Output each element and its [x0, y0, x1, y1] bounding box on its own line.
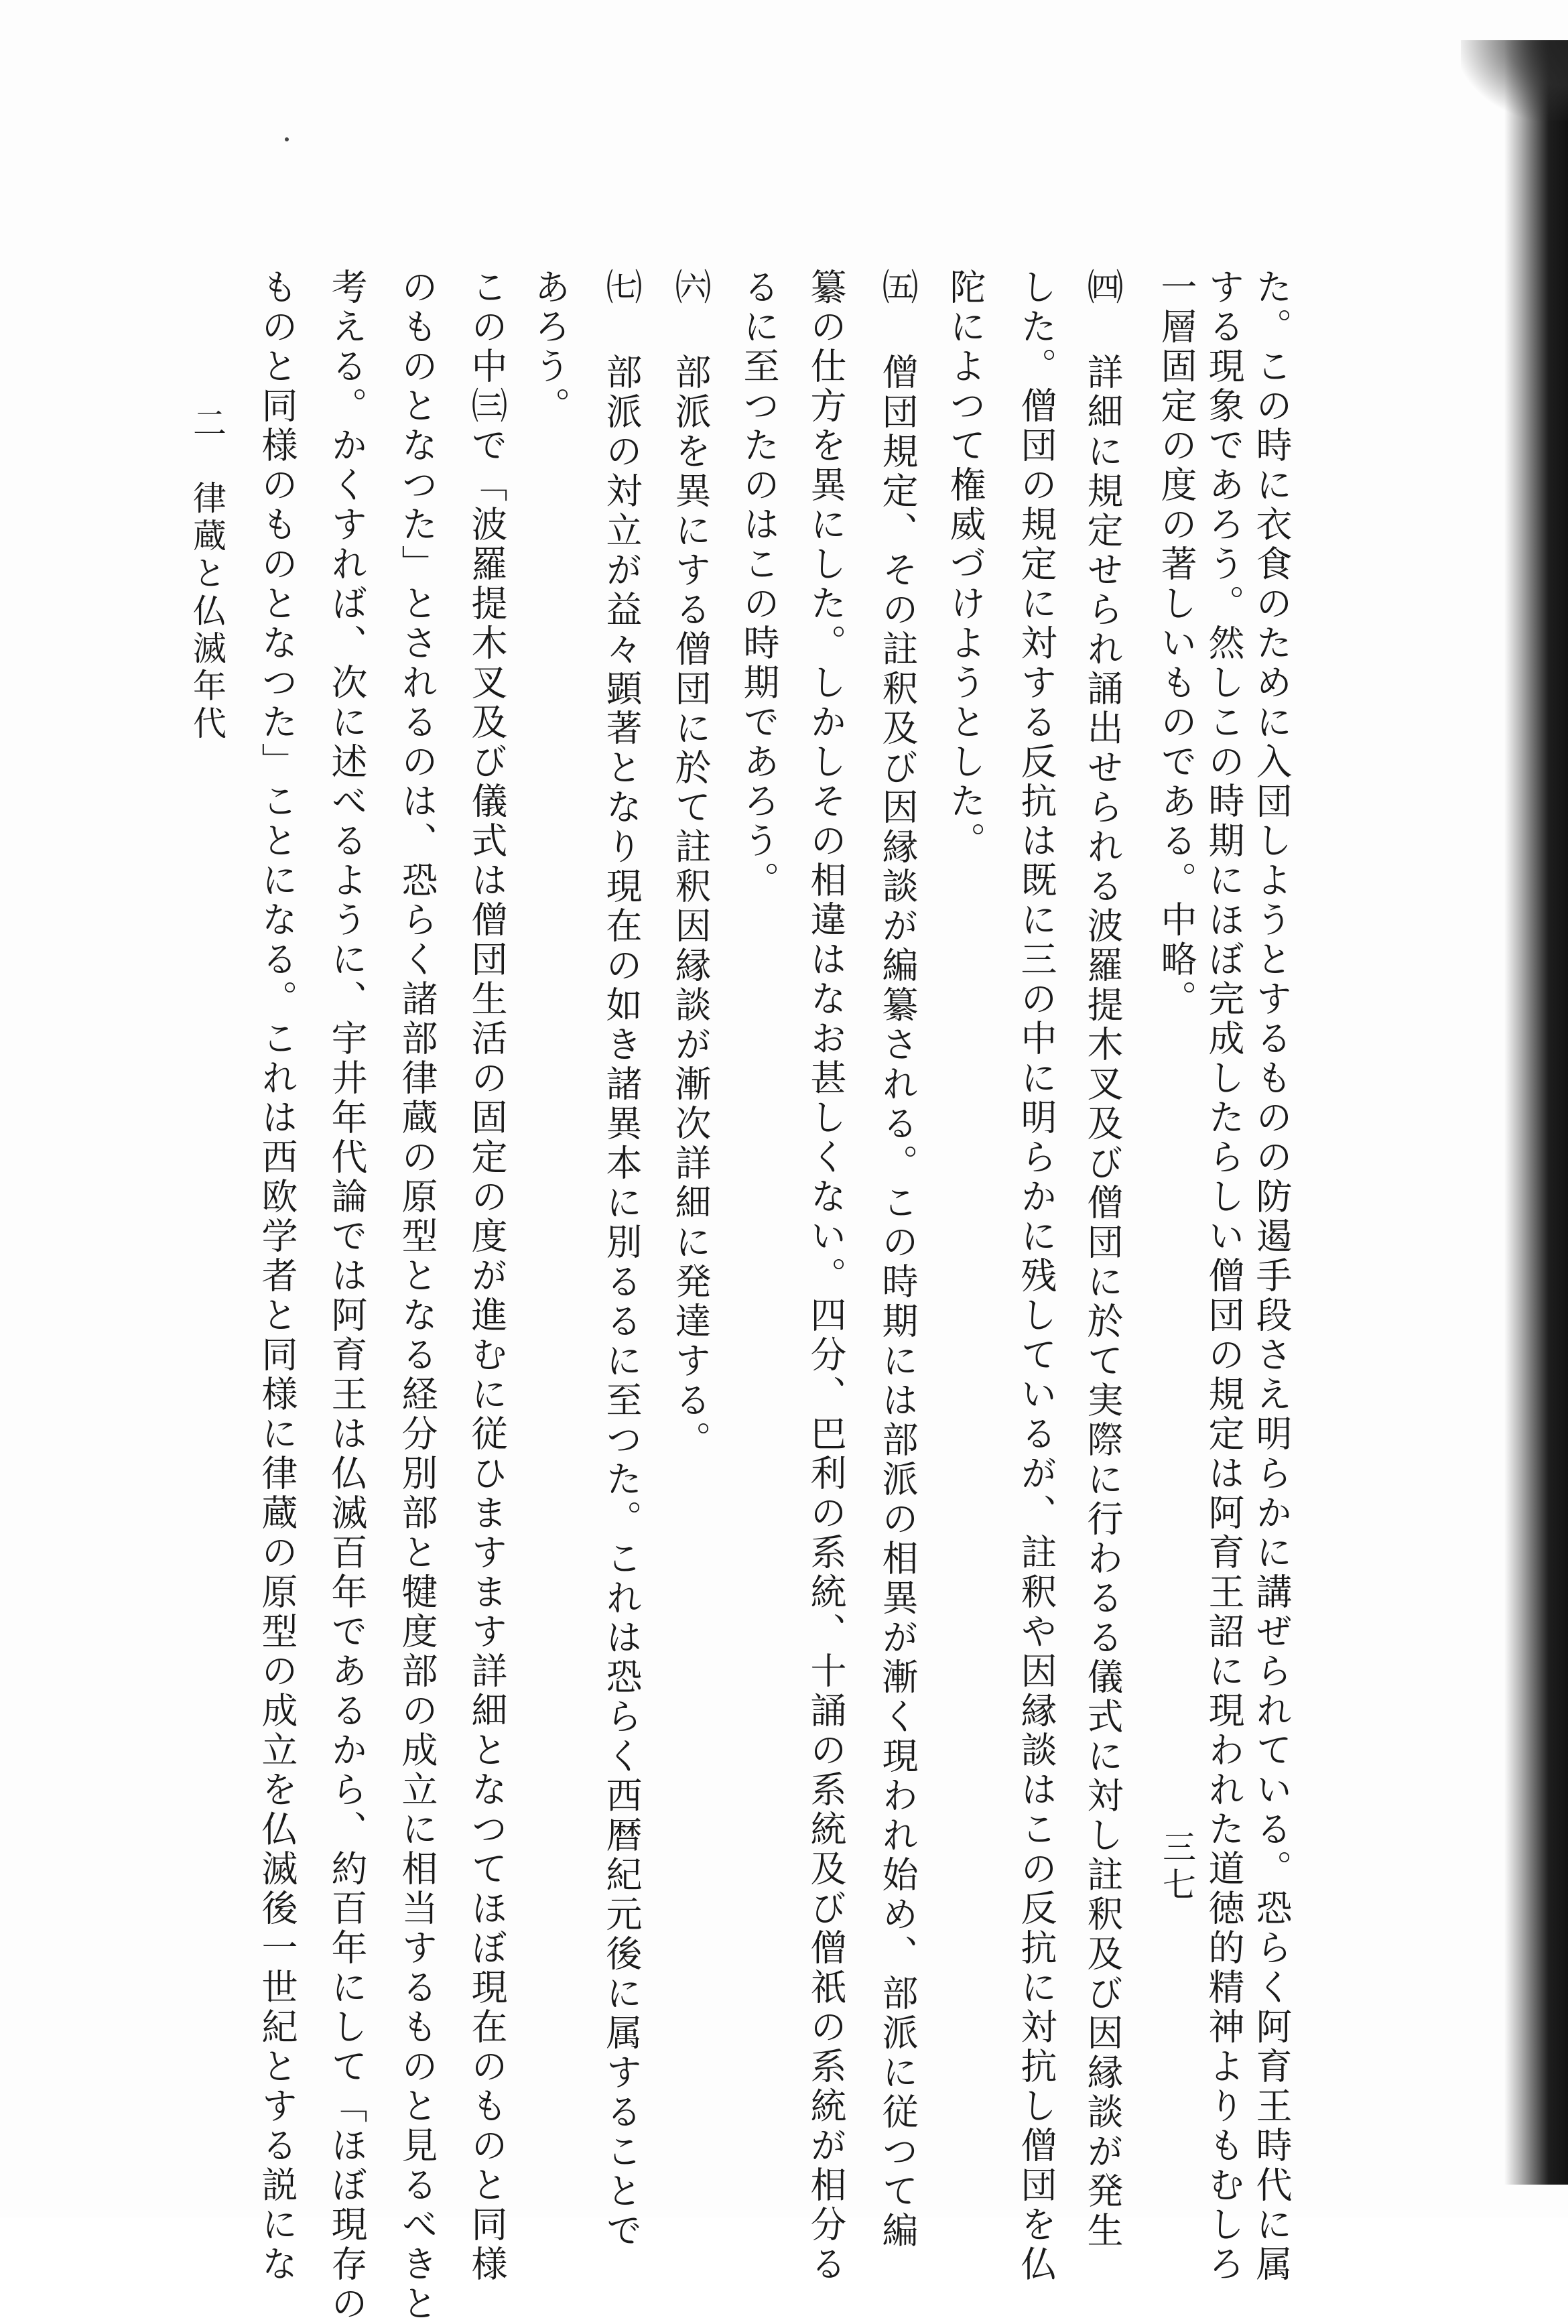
text-column: ㈣ 詳細に規定せられ誦出せられる波羅提木叉及び僧団に於て実際に行わるる儀式に対し註釈及び因縁談が発生 — [1082, 268, 1124, 2251]
text-column: のものとなつた」とされるのは、恐らく諸部律蔵の原型となる経分別部と犍度部の成立に相当するものと見るべきと — [396, 268, 438, 2324]
running-head: 二 律蔵と仏滅年代 — [188, 405, 226, 743]
scan-edge-shadow — [1504, 40, 1568, 2185]
text-column: した。僧団の規定に対する反抗は既に三の中に明らかに残しているが、註釈や因縁談はこの反抗に対抗し僧団を仏 — [1015, 268, 1057, 2284]
scan-speck — [285, 137, 289, 141]
text-column: 陀によつて権威づけようとした。 — [944, 268, 986, 861]
text-column: あろう。 — [529, 268, 571, 426]
text-column: るに至つたのはこの時期であろう。 — [738, 268, 780, 901]
text-column: 纂の仕方を異にした。しかしその相違はなお甚しくない。四分、巴利の系統、十誦の系統及び僧祇の系統が相分る — [805, 268, 847, 2284]
text-column: この中㈢で「波羅提木叉及び儀式は僧団生活の固定の度が進むに従ひますます詳細となつてほぼ現在のものと同様 — [466, 268, 508, 2284]
scan-edge-shadow-top — [1461, 40, 1568, 121]
text-column: ものと同様のものとなつた」ことになる。これは西欧学者と同様に律蔵の原型の成立を仏滅後一世紀とする説にな — [256, 268, 298, 2284]
text-column: 一層固定の度の著しいものである。中略。 — [1155, 268, 1197, 1019]
text-column: ㈤ 僧団規定、その註釈及び因縁談が編纂される。この時期には部派の相異が漸く現われ始め、部派に従つて編 — [876, 268, 919, 2251]
text-column: する現象であろう。然しこの時期にほぼ完成したらしい僧団の規定は阿育王詔に現われた道徳的精神よりもむしろ — [1203, 268, 1245, 2284]
page-number: 三七 — [1157, 1829, 1196, 1905]
text-column: た。この時に衣食のために入団しようとするものの防遏手段さえ明らかに講ぜられている。恐らく阿育王時代に属 — [1250, 268, 1293, 2284]
text-column: ㈦ 部派の対立が益々顕著となり現在の如き諸異本に別るるに至つた。これは恐らく西暦紀元後に属することで — [600, 268, 643, 2251]
text-column: 考える。かくすれば、次に述べるように、宇井年代論では阿育王は仏滅百年であるから、約百年にして「ほぼ現存の — [326, 268, 368, 2324]
text-column: ㈥ 部派を異にする僧団に於て註釈因縁談が漸次詳細に発達する。 — [669, 268, 712, 1460]
